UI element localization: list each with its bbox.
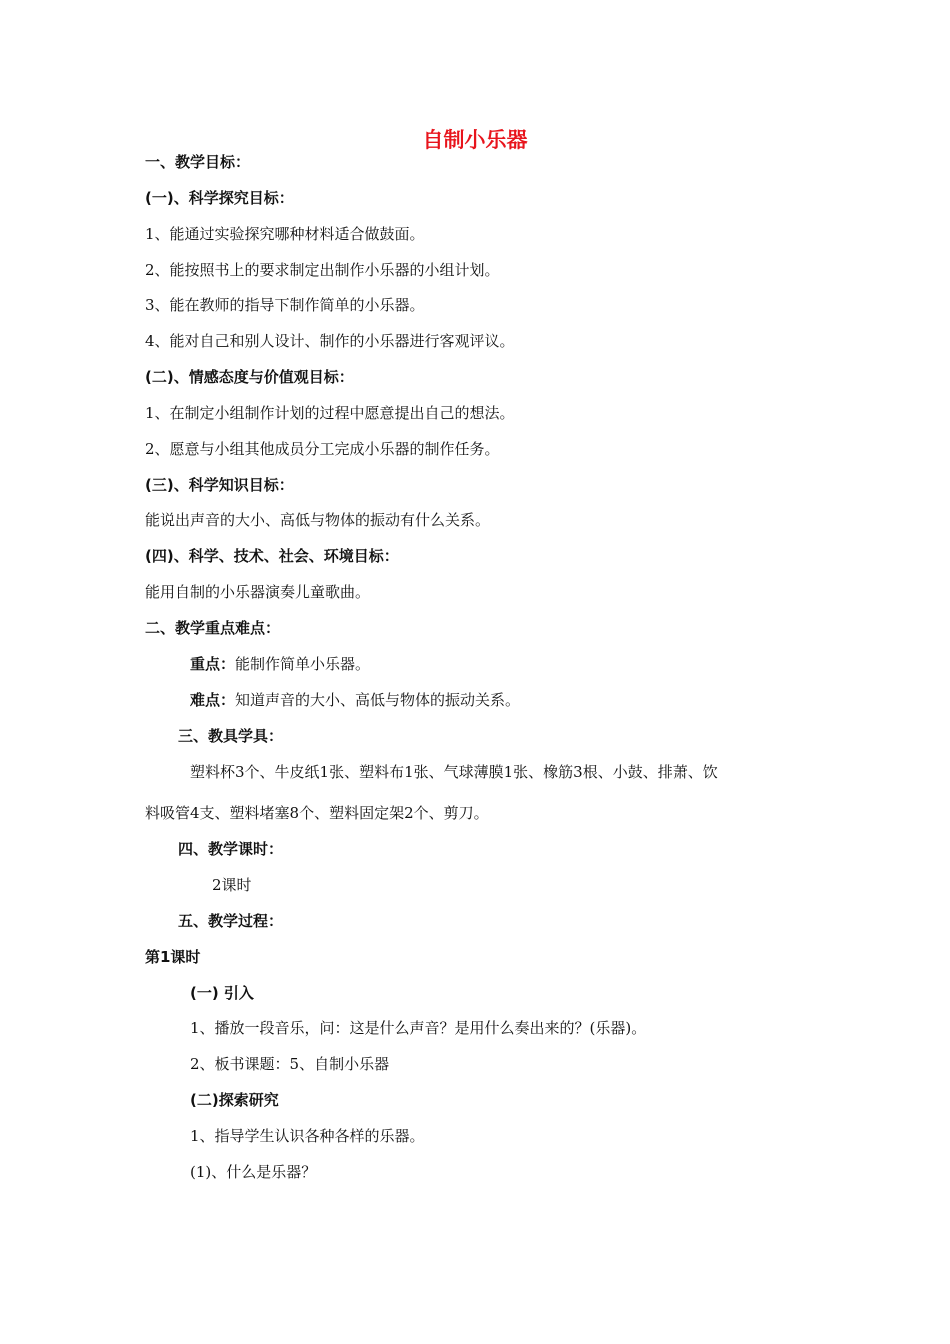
difficulty-label: 难点： bbox=[190, 691, 236, 709]
heading-teaching-aids: 三、教具学具： bbox=[178, 727, 284, 745]
paragraph: 1、能通过实验探究哪种材料适合做鼓面。 bbox=[145, 225, 425, 243]
document-title: 自制小乐器 bbox=[422, 128, 528, 152]
subheading-exploration: (二)探索研究 bbox=[190, 1091, 279, 1109]
paragraph: 塑料杯3个、牛皮纸1张、塑料布1张、气球薄膜1张、橡筋3根、小鼓、排萧、饮 bbox=[190, 763, 718, 781]
subheading-stse: (四)、科学、技术、社会、环境目标： bbox=[145, 547, 399, 565]
paragraph: 1、在制定小组制作计划的过程中愿意提出自己的想法。 bbox=[145, 404, 515, 422]
paragraph: (1)、什么是乐器？ bbox=[190, 1163, 317, 1181]
paragraph: 2、愿意与小组其他成员分工完成小乐器的制作任务。 bbox=[145, 440, 500, 458]
heading-key-difficult-points: 二、教学重点难点： bbox=[145, 619, 281, 637]
paragraph: 1、播放一段音乐，问：这是什么声音？是用什么奏出来的？(乐器)。 bbox=[190, 1019, 647, 1037]
subheading-emotion-values: (二)、情感态度与价值观目标： bbox=[145, 368, 354, 386]
focus-label: 重点： bbox=[190, 655, 236, 673]
subheading-lesson-1: 第1课时 bbox=[145, 948, 201, 966]
paragraph: 能用自制的小乐器演奏儿童歌曲。 bbox=[145, 583, 371, 601]
heading-teaching-goals: 一、教学目标： bbox=[145, 153, 251, 171]
paragraph: 4、能对自己和别人设计、制作的小乐器进行客观评议。 bbox=[145, 332, 515, 350]
focus-line bbox=[190, 654, 370, 674]
subheading-introduction: (一) 引入 bbox=[190, 984, 254, 1002]
difficulty-text: 知道声音的大小、高低与物体的振动关系。 bbox=[235, 691, 521, 709]
heading-teaching-process: 五、教学过程： bbox=[178, 912, 284, 930]
focus-text: 能制作简单小乐器。 bbox=[235, 655, 371, 673]
paragraph: 3、能在教师的指导下制作简单的小乐器。 bbox=[145, 296, 425, 314]
paragraph: 2、能按照书上的要求制定出制作小乐器的小组计划。 bbox=[145, 261, 500, 279]
paragraph: 1、指导学生认识各种各样的乐器。 bbox=[190, 1127, 425, 1145]
paragraph: 料吸管4支、塑料堵塞8个、塑料固定架2个、剪刀。 bbox=[145, 804, 489, 822]
subheading-science-inquiry: (一)、科学探究目标： bbox=[145, 189, 294, 207]
paragraph: 2、板书课题：5、自制小乐器 bbox=[190, 1055, 390, 1073]
difficulty-line bbox=[190, 690, 520, 710]
subheading-science-knowledge: (三)、科学知识目标： bbox=[145, 476, 294, 494]
heading-class-hours: 四、教学课时： bbox=[178, 840, 284, 858]
paragraph: 2课时 bbox=[212, 876, 252, 894]
paragraph: 能说出声音的大小、高低与物体的振动有什么关系。 bbox=[145, 511, 491, 529]
